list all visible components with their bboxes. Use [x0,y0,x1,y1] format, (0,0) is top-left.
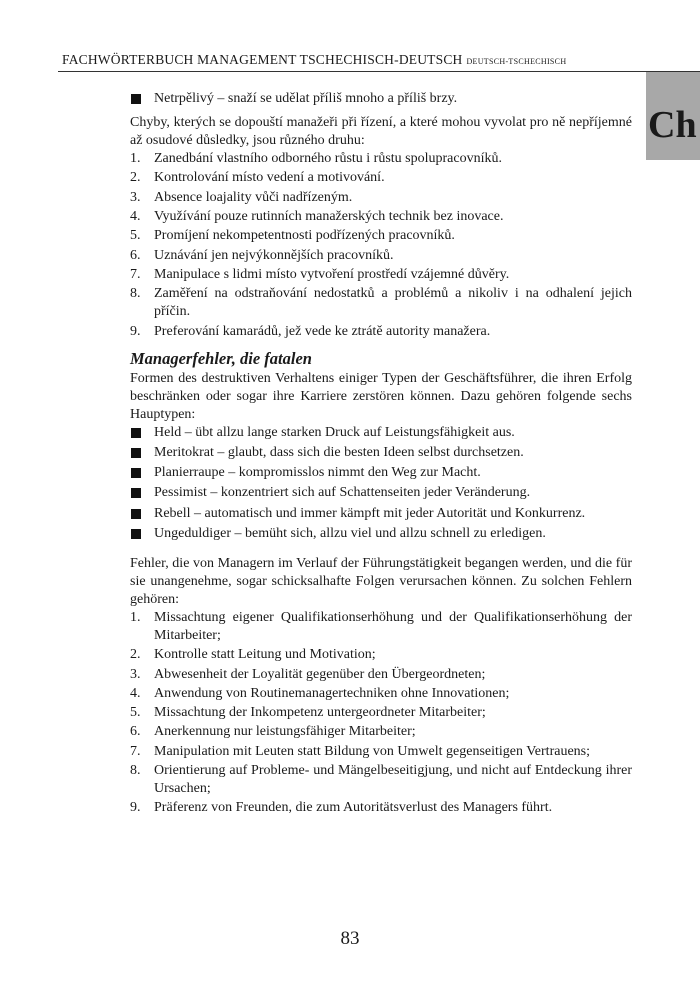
list-item [130,323,632,341]
list-item-text: Uznávání jen nejvýkonnějších pracovníků. [154,247,394,263]
list-item-text: Manipulation mit Leuten statt Bildung von Umwelt gegenseitigen Vertrauens; [154,743,590,759]
list-item [130,646,632,664]
list-item [130,208,632,226]
list-item [130,266,632,284]
list-item-number: 8. [130,763,141,779]
bullet-square-icon [131,488,141,498]
bullet-item [130,464,632,482]
list-item-number: 8. [130,286,141,302]
list-item-number: 9. [130,323,141,339]
czech-bullet-text: Netrpělivý – snaží se udělat příliš mnoho a příliš brzy. [154,91,458,106]
list-item-number: 7. [130,266,141,282]
bullet-item-text: Held – übt allzu lange starken Druck auf Leistungsfähigkeit aus. [154,424,515,440]
list-item-text: Missachtung eigener Qualifikationserhöhung und der Qualifikationserhöhung der Mitarbeiter; [154,609,632,643]
bullet-item-text: Pessimist – konzentriert sich auf Schattenseiten jeder Veränderung. [154,485,531,501]
list-item-text: Kontrolle statt Leitung und Motivation; [154,647,376,663]
bullet-item-text: Planierraupe – kompromisslos nimmt den Weg zur Macht. [154,465,481,481]
section-heading: Managerfehler, die fatalen [130,348,312,368]
list-item-number: 7. [130,743,141,759]
list-item [130,189,632,207]
list-item [130,685,632,703]
list-item-number: 1. [130,151,141,167]
list-item-number: 4. [130,209,141,225]
page-body [130,90,632,819]
list-item-number: 5. [130,705,141,721]
list-item-text: Anwendung von Routinemanagertechniken ohne Innovationen; [154,685,510,701]
german-intro-2: Fehler, die von Managern im Verlauf der Führungstätigkeit begangen werden, und die für sie unangenehme, sogar schicksalhafte Folgen verursachen können. Zu solchen Fehlern gehören: [130,555,632,607]
bullet-square-icon [131,468,141,478]
list-item-number: 6. [130,247,141,263]
list-item-number: 2. [130,647,141,663]
bullet-square-icon [131,509,141,519]
czech-intro: Chyby, kterých se dopouští manažeři při řízení, a které mohou vyvolat pro ně nepříjemné až osudové důsledky, jsou různého druhu: [130,115,632,149]
list-item [130,666,632,684]
bullet-item [130,484,632,502]
section-thumb-tab [646,72,700,160]
list-item-number: 2. [130,170,141,186]
bullet-square-icon [131,529,141,539]
bullet-item [130,505,632,523]
section-tab-label: Ch [648,104,697,146]
header-rule [58,71,700,72]
bullet-item [130,525,632,543]
bullet-square-icon [131,428,141,438]
bullet-item [130,444,632,462]
list-item-number: 9. [130,800,141,816]
bullet-item-text: Ungeduldiger – bemüht sich, allzu viel und allzu schnell zu erledigen. [154,525,546,541]
list-item-text: Präferenz von Freunden, die zum Autoritätsverlust des Managers führt. [154,800,553,816]
list-item-text: Využívání pouze rutinních manažerských technik bez inovace. [154,209,504,225]
czech-numbered-list [130,150,632,340]
bullet-item-text: Meritokrat – glaubt, dass sich die besten Ideen selbst durchsetzen. [154,445,524,461]
list-item-text: Preferování kamarádů, jež vede ke ztrátě autority manažera. [154,323,491,339]
list-item [130,609,632,645]
list-item [130,799,632,817]
list-item-number: 1. [130,609,141,625]
bullet-item [130,424,632,442]
list-item-text: Manipulace s lidmi místo vytvoření prostředí vzájemné důvěry. [154,266,510,282]
list-item-text: Missachtung der Inkompetenz untergeordneter Mitarbeiter; [154,705,486,721]
list-item [130,285,632,321]
list-item [130,723,632,741]
running-head-subtitle: DEUTSCH-TSCHECHISCH [466,57,567,66]
page-number: 83 [340,928,360,949]
list-item-text: Zanedbání vlastního odborného růstu i růstu spolupracovníků. [154,151,502,167]
czech-bullet [130,90,632,108]
list-item-text: Orientierung auf Probleme- und Mängelbeseitigjung, und nicht auf Entdeckung ihrer Ursachen; [154,763,632,797]
running-head-title: FACHWÖRTERBUCH MANAGEMENT TSCHECHISCH-DEUTSCH [62,52,463,67]
list-item-text: Kontrolování místo vedení a motivování. [154,170,385,186]
list-item-text: Abwesenheit der Loyalität gegenüber den Übergeordneten; [154,666,486,682]
list-item-number: 3. [130,189,141,205]
list-item [130,169,632,187]
list-item [130,227,632,245]
list-item-number: 6. [130,724,141,740]
list-item-text: Absence loajality vůči nadřízeným. [154,189,353,205]
list-item-text: Zaměření na odstraňování nedostatků a problémů a nikoliv i na odhalení jejich příčin. [154,286,632,320]
german-bullet-list [130,424,632,543]
list-item-text: Promíjení nekompetentnosti podřízených pracovníků. [154,228,455,244]
german-numbered-list [130,609,632,817]
list-item-number: 3. [130,666,141,682]
list-item-number: 4. [130,685,141,701]
list-item [130,704,632,722]
list-item [130,150,632,168]
bullet-square-icon [131,94,141,104]
list-item [130,247,632,265]
list-item [130,762,632,798]
list-item-text: Anerkennung nur leistungsfähiger Mitarbeiter; [154,724,416,740]
german-intro: Formen des destruktiven Verhaltens einiger Typen der Geschäftsführer, die ihren Erfolg beschränken oder sogar ihre Karriere zerstören können. Dazu gehören folgende sechs Hauptypen: [130,370,632,422]
bullet-item-text: Rebell – automatisch und immer kämpft mit jeder Autorität und Konkurrenz. [154,505,586,521]
running-head [62,52,566,68]
list-item [130,743,632,761]
bullet-square-icon [131,448,141,458]
list-item-number: 5. [130,228,141,244]
